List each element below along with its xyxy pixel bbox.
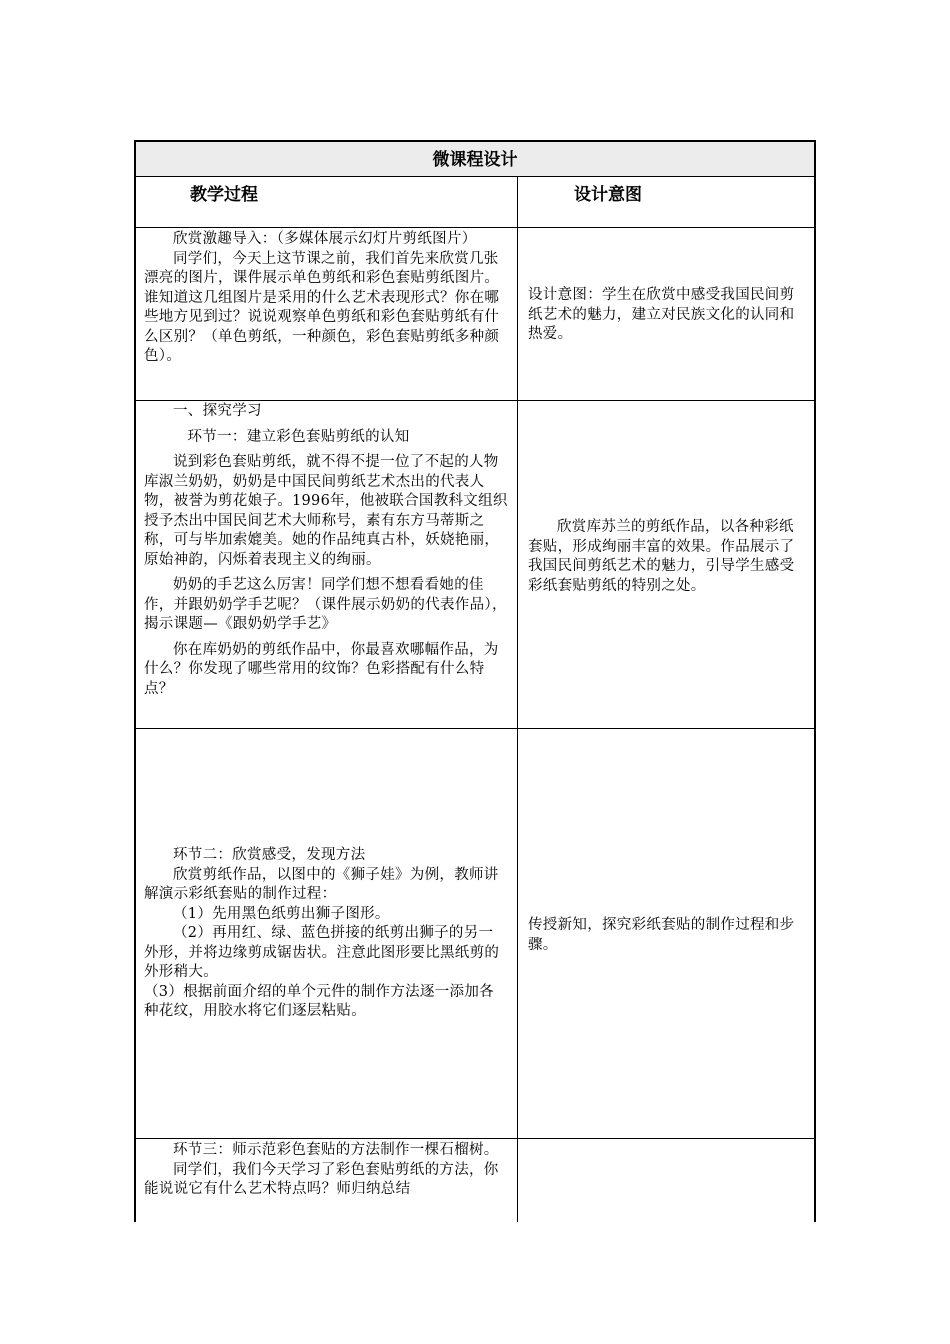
divider bbox=[134, 227, 816, 228]
table-title: 微课程设计 bbox=[136, 142, 814, 176]
row-1-intent bbox=[528, 286, 804, 345]
row-4-process bbox=[144, 1141, 508, 1200]
paragraph: （1）先用黑色纸剪出狮子图形。 bbox=[173, 905, 390, 922]
row-1-process bbox=[144, 230, 508, 367]
row-2-process bbox=[144, 402, 508, 699]
paragraph: 奶奶的手艺这么厉害！同学们想不想看看她的佳作，并跟奶奶学手艺呢？（课件展示奶奶的代表作品），揭示课题—《跟奶奶学手艺》 bbox=[144, 577, 507, 632]
paragraph: 一、探究学习 bbox=[173, 403, 262, 419]
row-3-intent bbox=[528, 916, 804, 955]
paragraph: 环节一：建立彩色套贴剪纸的认知 bbox=[187, 428, 410, 445]
header-teaching-process: 教学过程 bbox=[190, 185, 258, 205]
paragraph: （3）根据前面介绍的单个元件的制作方法逐一添加各种花纹，用胶水将它们逐层粘贴。 bbox=[144, 983, 494, 1019]
paragraph: 你在库奶奶的剪纸作品中，你最喜欢哪幅作品，为什么？你发现了哪些常用的纹饰？色彩搭配有什么特点？ bbox=[144, 641, 499, 697]
divider bbox=[134, 728, 816, 729]
paragraph: 环节二：欣赏感受，发现方法 bbox=[173, 847, 366, 863]
row-3-process bbox=[144, 846, 508, 1022]
paragraph: 谁知道这几组图片是采用的什么艺术表现形式？你在哪些地方见到过？说说观察单色剪纸和彩色套贴剪纸有什么区别？（单色剪纸，一种颜色，彩色套贴剪纸多种颜色）。 bbox=[144, 289, 500, 364]
divider bbox=[134, 400, 816, 401]
paragraph: 设计意图：学生在欣赏中感受我国民间剪纸艺术的魅力，建立对民族文化的认同和热爱。 bbox=[528, 287, 795, 342]
paragraph: 欣赏库苏兰的剪纸作品，以各种彩纸套贴，形成绚丽丰富的效果。作品展示了我国民间剪纸艺术的魅力，引导学生感受彩纸套贴剪纸的特别之处。 bbox=[528, 519, 795, 594]
column-divider bbox=[517, 177, 518, 1222]
divider bbox=[134, 1138, 816, 1139]
divider bbox=[134, 176, 816, 177]
paragraph: 传授新知，探究彩纸套贴的制作过程和步骤。 bbox=[528, 917, 795, 953]
header-design-intent: 设计意图 bbox=[574, 185, 642, 205]
paragraph: （2）再用红、绿、蓝色拼接的纸剪出狮子的另一外形，并将边缘剪成锯齿状。注意此图形要比黑纸剪的外形稍大。 bbox=[144, 925, 500, 980]
lesson-design-table bbox=[134, 140, 816, 1222]
paragraph: 欣赏激趣导入：（多媒体展示幻灯片剪纸图片） bbox=[173, 231, 477, 247]
row-2-intent bbox=[528, 518, 804, 596]
paragraph: 同学们，我们今天学习了彩色套贴剪纸的方法，你能说说它有什么艺术特点吗？师归纳总结 bbox=[144, 1161, 499, 1197]
paragraph: 欣赏剪纸作品，以图中的《狮子娃》为例，教师讲解演示彩纸套贴的制作过程： bbox=[144, 866, 499, 902]
paragraph: 同学们，今天上这节课之前，我们首先来欣赏几张漂亮的图片，课件展示单色剪纸和彩色套贴剪纸图片。 bbox=[144, 250, 500, 286]
paragraph: 环节三：师示范彩色套贴的方法制作一棵石榴树。 bbox=[173, 1142, 499, 1158]
paragraph: 说到彩色套贴剪纸，就不得不提一位了不起的人物库淑兰奶奶，奶奶是中国民间剪纸艺术杰出的代表人物，被誉为剪花娘子。1996年，他被联合国教科文组织授予杰出中国民间艺术大师称号，素有东方马蒂斯之称，可与毕加索媲美。她的作品纯真古朴，妖娆艳丽，原始神韵，闪烁着表现主义的绚丽。 bbox=[144, 454, 508, 568]
